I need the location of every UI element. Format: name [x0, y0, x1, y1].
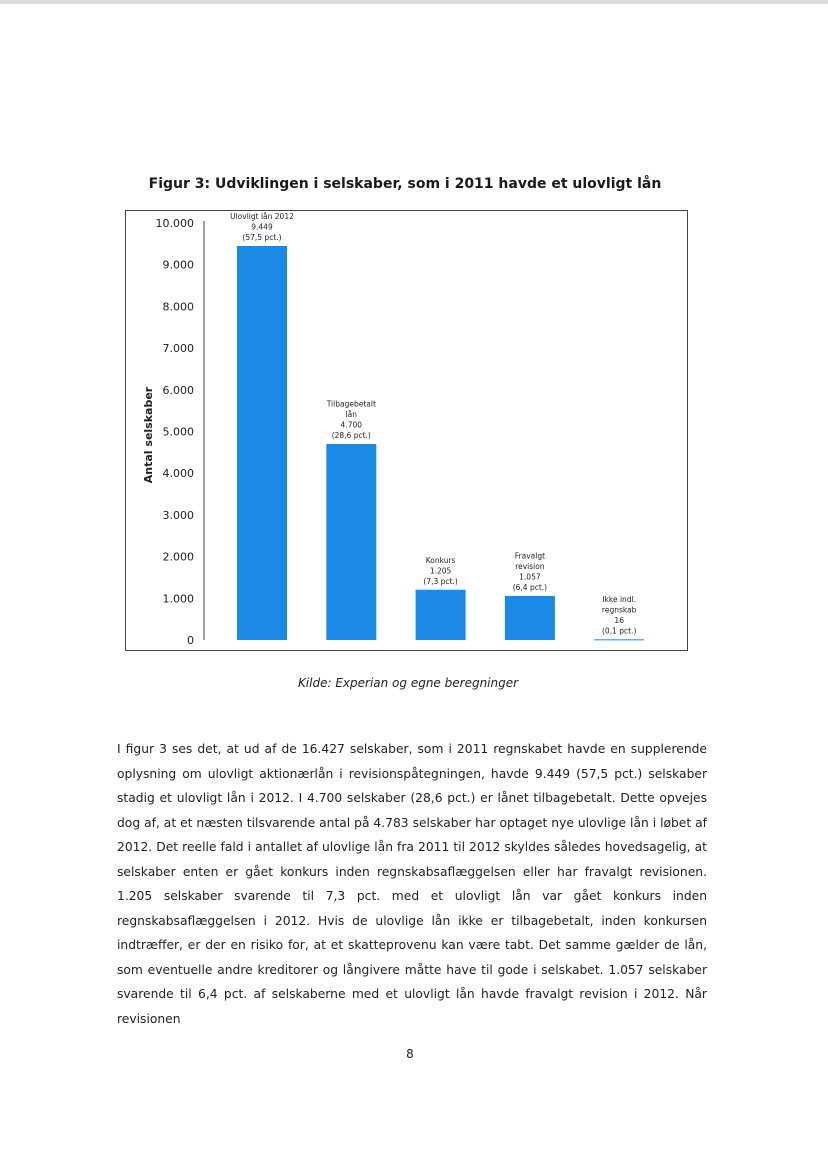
y-tick-label: 8.000 [162, 300, 194, 314]
page-top-rule [0, 0, 828, 4]
data-label: (6,4 pct.) [512, 582, 548, 592]
data-label: Ulovligt lån 2012 [230, 211, 294, 221]
data-label: 1.057 [519, 572, 541, 582]
y-tick-label: 2.000 [162, 550, 194, 564]
data-label: (57,5 pct.) [242, 232, 282, 242]
data-label: (0,1 pct.) [602, 626, 637, 636]
y-tick-label: 5.000 [162, 425, 194, 439]
data-label: (7,3 pct.) [423, 576, 458, 586]
bar-1 [237, 246, 287, 640]
data-label: 9.449 [251, 222, 273, 232]
bar-4 [505, 596, 555, 640]
data-label: Fravalgt [514, 551, 546, 561]
figure-source: Kilde: Experian og egne beregninger [297, 676, 519, 690]
data-label: Tilbagebetalt [326, 399, 376, 409]
data-label: 1.205 [429, 566, 452, 576]
y-tick-label: 1.000 [162, 592, 194, 606]
y-tick-label: 9.000 [162, 258, 194, 272]
data-label: 16 [614, 615, 624, 625]
y-tick-label: 4.000 [162, 467, 194, 481]
y-tick-label: 10.000 [155, 217, 194, 230]
data-label: revision [515, 561, 545, 571]
bar-chart [126, 211, 687, 650]
y-axis-label: Antal selskaber [142, 386, 155, 484]
bar-2 [326, 444, 376, 640]
data-label: lån [345, 410, 358, 420]
page-number: 8 [406, 1047, 414, 1061]
y-tick-label: 7.000 [162, 342, 194, 356]
body-paragraph: I figur 3 ses det, at ud af de 16.427 selskaber, som i 2011 regnskabet havde en supplerende oplysning om ulovligt aktionærlån i revisionspåtegningen, havde 9.449 (57,5 pct.) selskaber stadig et ulovligt lån i 2012. I 4.700 selskaber (28,6 pct.) er lånet tilbagebetalt. Dette opvejes dog af, at et næsten tilsvarende antal på 4.783 selskaber har optaget nye ulovlige lån i løbet af 2012. Det reelle fald i antallet af ulovlige lån fra 2011 til 2012 skyldes således hovedsagelig, at selskaber enten er gået konkurs inden regnskabsaflæggelsen eller har fravalgt revisionen. 1.205 selskaber svarende til 7,3 pct. med et ulovligt lån var gået konkurs inden regnskabsaflæggelsen i 2012. Hvis de ulovlige lån ikke er tilbagebetalt, inden konkursen indtræffer, er der en risiko for, at et skatteprovenu kan være tabt. Det samme gælder de lån, som eventuelle andre kreditorer og långivere måtte have til gode i selskabet. 1.057 selskaber svarende til 6,4 pct. af selskaberne med et ulovligt lån havde fravalgt revision i 2012. Når revisionen [117, 742, 707, 1026]
data-label: regnskab [601, 605, 637, 615]
y-tick-label: 3.000 [162, 508, 194, 522]
data-label: 4.700 [340, 420, 363, 430]
data-label: Konkurs [425, 555, 456, 565]
body-text [117, 737, 707, 1031]
data-label: (28,6 pct.) [331, 431, 371, 441]
chart-frame [125, 210, 688, 651]
bar-5 [594, 639, 644, 640]
y-tick-label: 0 [187, 634, 194, 647]
y-tick-label: 6.000 [162, 383, 194, 397]
data-label: Ikke indl. [602, 594, 637, 604]
bar-3 [416, 590, 466, 640]
figure-title: Figur 3: Udviklingen i selskaber, som i 2011 havde et ulovligt lån [148, 176, 662, 192]
